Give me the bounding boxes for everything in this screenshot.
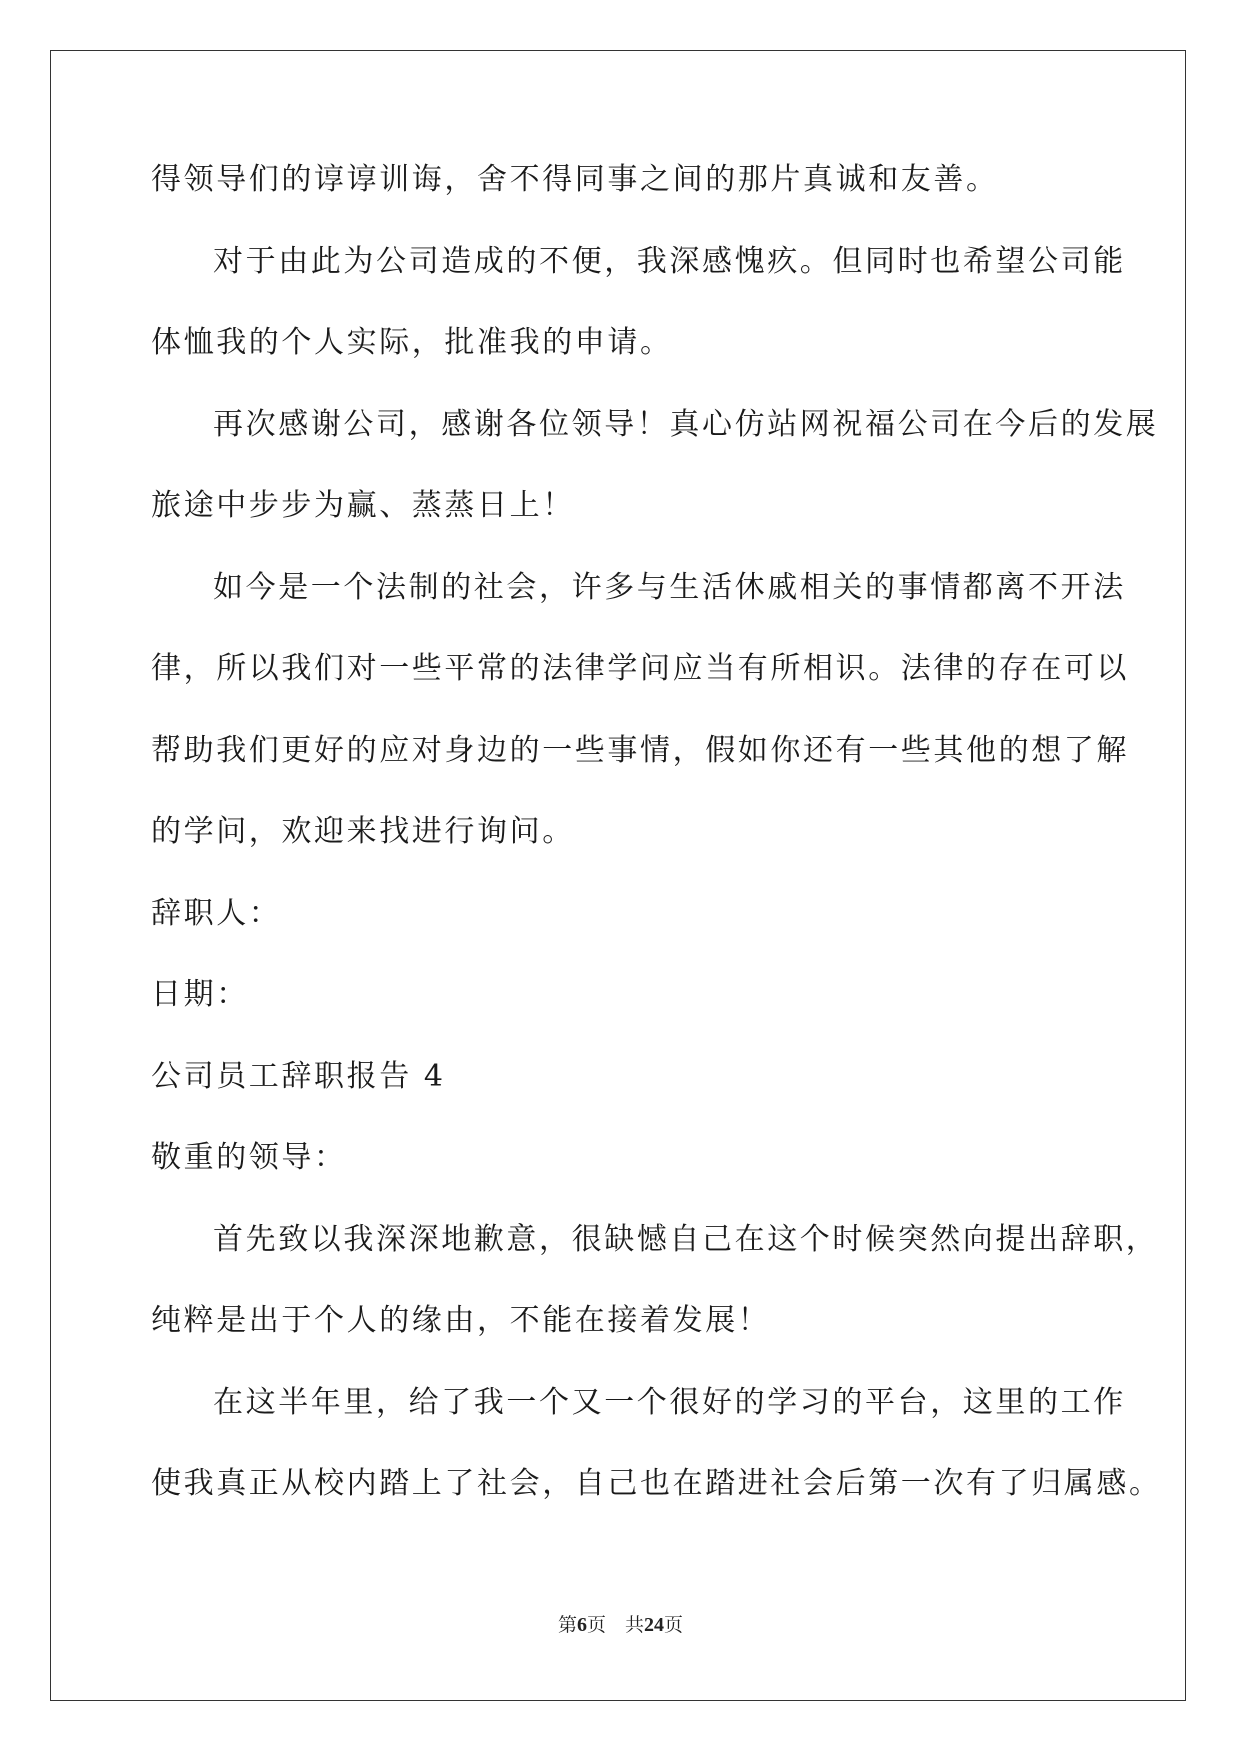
text-line: 旅途中步步为赢、蒸蒸日上！	[151, 488, 575, 523]
page-suffix: 页	[664, 1614, 684, 1636]
text-line: 纯粹是出于个人的缘由，不能在接着发展！	[151, 1303, 771, 1338]
text-line: 如今是一个法制的社会，许多与生活休戚相关的事情都离不开法	[213, 569, 1126, 605]
text-line: 体恤我的个人实际，批准我的申请。	[151, 325, 673, 360]
text-line: 对于由此为公司造成的不便，我深感愧疚。但同时也希望公司能	[213, 243, 1126, 279]
text-line: 帮助我们更好的应对身边的一些事情，假如你还有一些其他的想了解	[151, 732, 1129, 768]
page-footer	[0, 1610, 1241, 1637]
page-total: 24	[644, 1614, 664, 1636]
page-mid: 页 共	[586, 1614, 644, 1636]
salutation: 敬重的领导：	[151, 1140, 347, 1175]
signer-label: 辞职人：	[151, 895, 282, 931]
text-line: 得领导们的谆谆训诲，舍不得同事之间的那片真诚和友善。	[151, 162, 999, 197]
text-line: 首先致以我深深地歉意，很缺憾自己在这个时候突然向提出辞职，	[213, 1221, 1159, 1257]
page-prefix: 第	[557, 1614, 577, 1636]
text-line: 使我真正从校内踏上了社会，自己也在踏进社会后第一次有了归属感。	[151, 1466, 1162, 1501]
text-line: 在这半年里，给了我一个又一个很好的学习的平台，这里的工作	[213, 1384, 1126, 1420]
text-line: 再次感谢公司，感谢各位领导！真心仿站网祝福公司在今后的发展	[213, 406, 1159, 442]
section-title: 公司员工辞职报告 4	[151, 1058, 446, 1094]
text-line: 的学问，欢迎来找进行询问。	[151, 814, 575, 849]
text-line: 律，所以我们对一些平常的法律学问应当有所相识。法律的存在可以	[151, 651, 1129, 686]
page-current: 6	[576, 1614, 587, 1636]
document-body	[151, 150, 1162, 1536]
date-label: 日期：	[151, 977, 249, 1012]
